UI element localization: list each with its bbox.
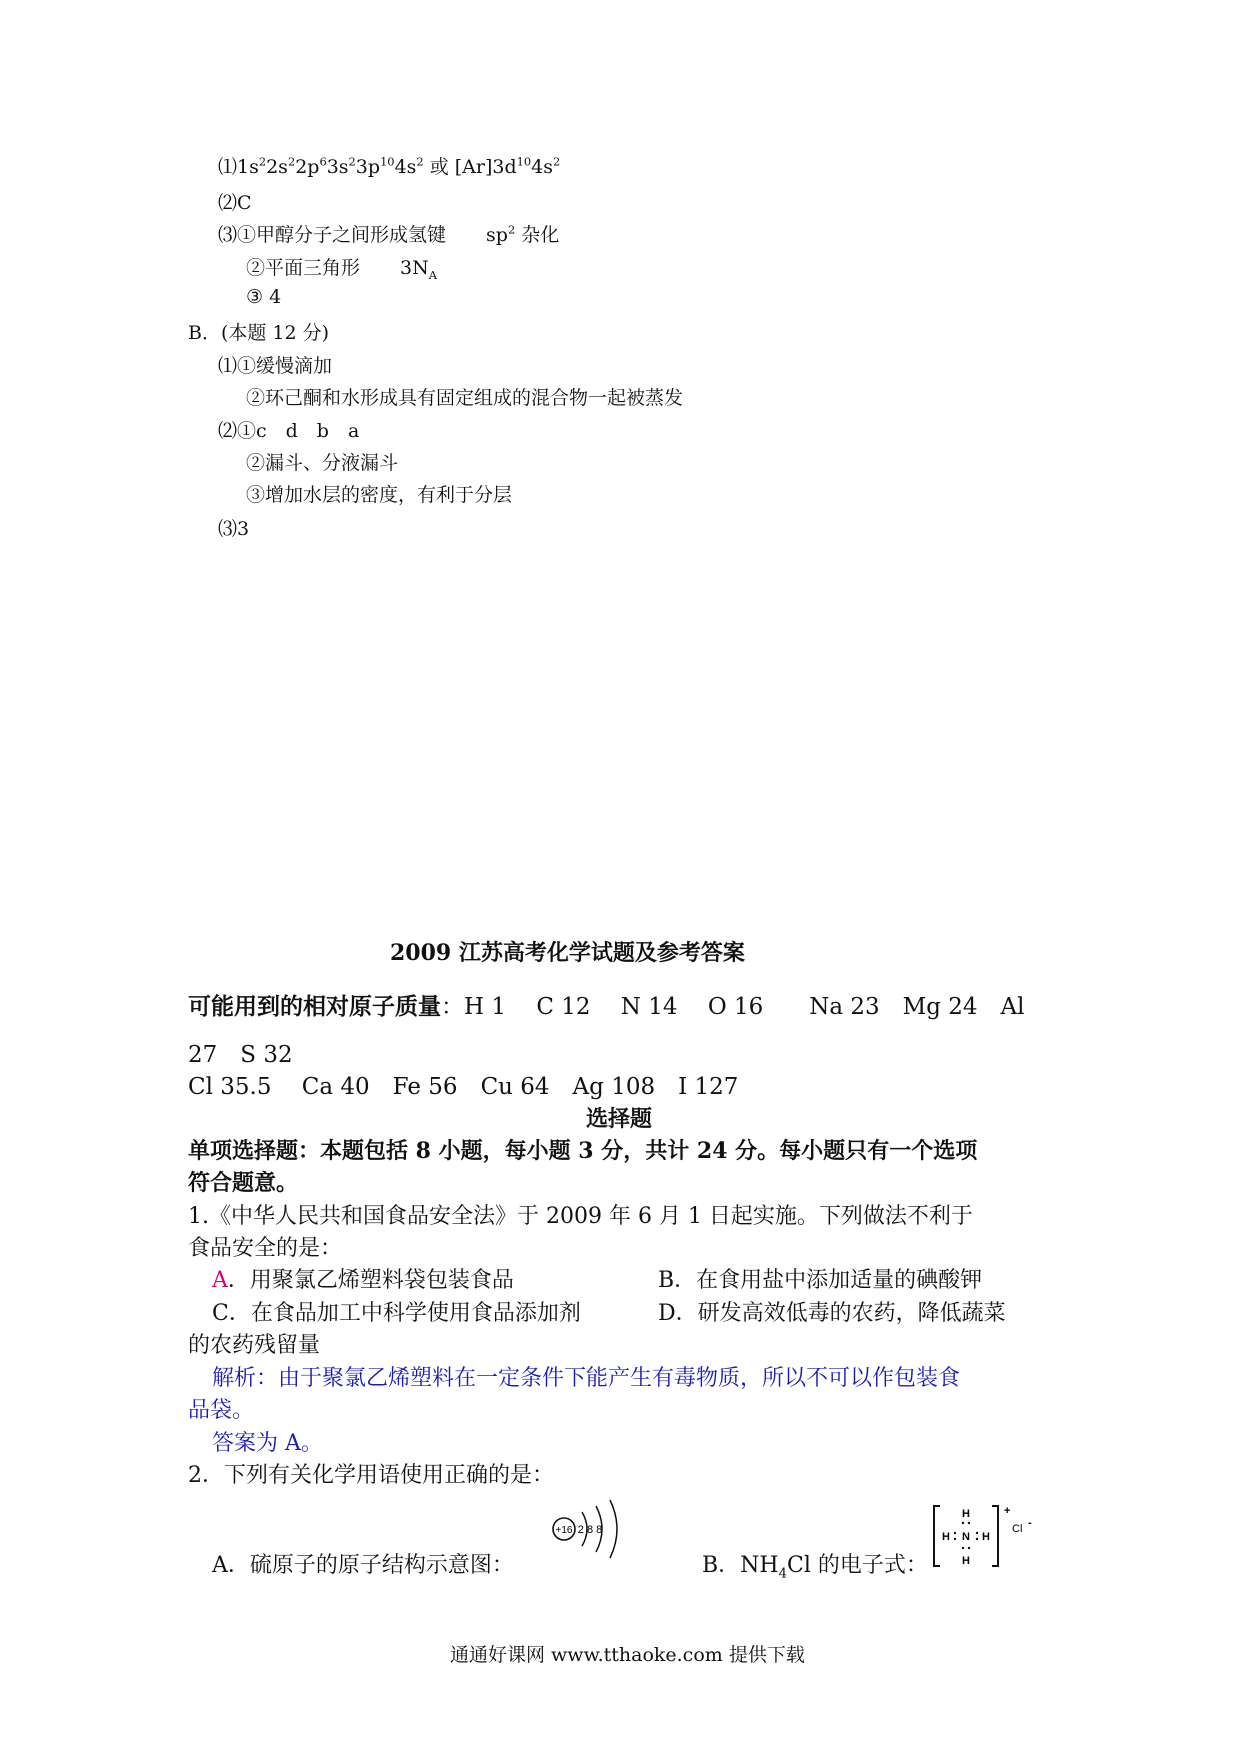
answer: 答案为 A。: [212, 1431, 323, 1456]
question-1-stem: 食品安全的是：: [188, 1236, 343, 1261]
page-title: 2009 江苏高考化学试题及参考答案: [390, 940, 745, 966]
electron-dot: [976, 1538, 978, 1540]
footer-text: 通通好课网 www.tthaoke.com 提供下载: [450, 1644, 805, 1666]
answer-text: 3s: [326, 156, 349, 178]
nitrogen-atom: N: [962, 1531, 970, 1543]
superscript: 2: [258, 154, 267, 169]
answer-line: ③增加水层的密度，有利于分层: [246, 484, 513, 506]
chloride-ion: Cl: [1012, 1523, 1023, 1535]
option-d: D．研发高效低毒的农药，降低蔬菜: [658, 1301, 1006, 1326]
option-a-label: A: [212, 1268, 228, 1293]
answer-text: ⑶①甲醇分子之间形成氢键: [218, 224, 447, 246]
atomic-mass-line: Cl 35.5 Ca 40 Fe 56 Cu 64 Ag 108 I 127: [188, 1074, 739, 1100]
answer-line: ②环己酮和水形成具有固定组成的混合物一起被蒸发: [246, 387, 684, 409]
section-heading: 选择题: [586, 1106, 653, 1132]
atomic-mass-line: 27 S 32: [188, 1042, 293, 1068]
superscript: 2: [507, 222, 516, 237]
charge-plus: +: [1004, 1505, 1011, 1517]
option-b: B．在食用盐中添加适量的碘酸钾: [658, 1268, 983, 1293]
answer-line: ③ 4: [246, 286, 282, 308]
electron-dot: [962, 1547, 964, 1549]
answer-text: 2p: [295, 156, 320, 178]
explanation: 解析：由于聚氯乙烯塑料在一定条件下能产生有毒物质，所以不可以作包装食: [212, 1366, 961, 1391]
electron-shells: 2 8 8: [577, 1524, 603, 1536]
answer-line-config: [218, 152, 560, 179]
answer-text: [Ar]3d: [454, 156, 517, 178]
superscript: 2: [416, 154, 424, 169]
colon: ：: [441, 994, 464, 1020]
superscript: 2: [552, 154, 561, 169]
section-b-heading: B．(本题 12 分): [188, 322, 330, 344]
electron-dot: [954, 1538, 956, 1540]
atomic-mass-values: H 1 C 12 N 14 O 16 Na 23 Mg 24 Al: [464, 994, 1025, 1020]
answer-line: ⑶3: [218, 518, 250, 540]
atomic-mass-line: [188, 988, 1024, 1021]
charge-minus: -: [1028, 1517, 1032, 1529]
shell-arc: [610, 1500, 617, 1558]
option-b-text: B．NH: [702, 1553, 779, 1578]
superscript: 2: [348, 154, 356, 169]
answer-text: sp: [486, 224, 508, 246]
answer-line: ⑵①c d b a: [218, 420, 360, 442]
option-d-continued: 的农药残留量: [188, 1333, 321, 1358]
electron-formula-diagram: [932, 1502, 1042, 1570]
answer-text: 杂化: [515, 224, 560, 246]
electron-dot: [976, 1532, 978, 1534]
bracket-left: [934, 1506, 940, 1566]
answer-line: ⑴①缓慢滴加: [218, 355, 333, 377]
instructions-line: 符合题意。: [188, 1170, 299, 1196]
electron-dot: [954, 1532, 956, 1534]
option-b-text: Cl 的电子式：: [787, 1553, 928, 1578]
option-a: [212, 1263, 514, 1294]
instructions-line: 单项选择题：本题包括 8 小题，每小题 3 分，共计 24 分。每小题只有一个选项: [188, 1138, 978, 1164]
answer-line: [218, 220, 559, 247]
superscript: 2: [287, 154, 296, 169]
superscript: 10: [516, 154, 532, 169]
answer-line: [246, 253, 437, 280]
answer-text: 2s: [266, 156, 288, 178]
option-a-text: ．用聚氯乙烯塑料袋包装食品: [227, 1268, 514, 1293]
answer-text: 4s: [531, 156, 553, 178]
subscript: 4: [778, 1566, 787, 1582]
answer-line: ⑵C: [218, 192, 252, 214]
atomic-mass-label: 可能用到的相对原子质量: [188, 994, 441, 1020]
answer-text: 3N: [400, 257, 429, 279]
hydrogen-atom: H: [942, 1531, 950, 1543]
answer-text: ⑴1s: [218, 156, 259, 178]
superscript: 6: [319, 154, 327, 169]
question-1-stem: 1.《中华人民共和国食品安全法》于 2009 年 6 月 1 日起实施。下列做法不利于: [188, 1204, 973, 1229]
answer-text: 4s: [394, 156, 417, 178]
answer-line: ②漏斗、分液漏斗: [246, 452, 399, 474]
hydrogen-atom: H: [982, 1531, 990, 1543]
answer-text: 或: [423, 156, 455, 178]
electron-dot: [968, 1522, 970, 1524]
option-b: [702, 1548, 928, 1582]
answer-text: 3p: [355, 156, 381, 178]
electron-dot: [968, 1547, 970, 1549]
bracket-right: [992, 1506, 998, 1566]
option-a: A．硫原子的原子结构示意图：: [212, 1553, 514, 1578]
explanation: 品袋。: [188, 1398, 255, 1423]
subscript: A: [428, 267, 437, 282]
hydrogen-atom: H: [962, 1508, 970, 1520]
superscript: 10: [380, 154, 395, 169]
hydrogen-atom: H: [962, 1555, 970, 1567]
option-c: C．在食品加工中科学使用食品添加剂: [212, 1301, 581, 1326]
electron-dot: [962, 1522, 964, 1524]
answer-text: ②平面三角形: [246, 257, 361, 279]
question-2-stem: 2．下列有关化学用语使用正确的是：: [188, 1463, 554, 1488]
nucleus-charge: +16: [555, 1525, 573, 1536]
atom-structure-diagram: [548, 1494, 638, 1564]
